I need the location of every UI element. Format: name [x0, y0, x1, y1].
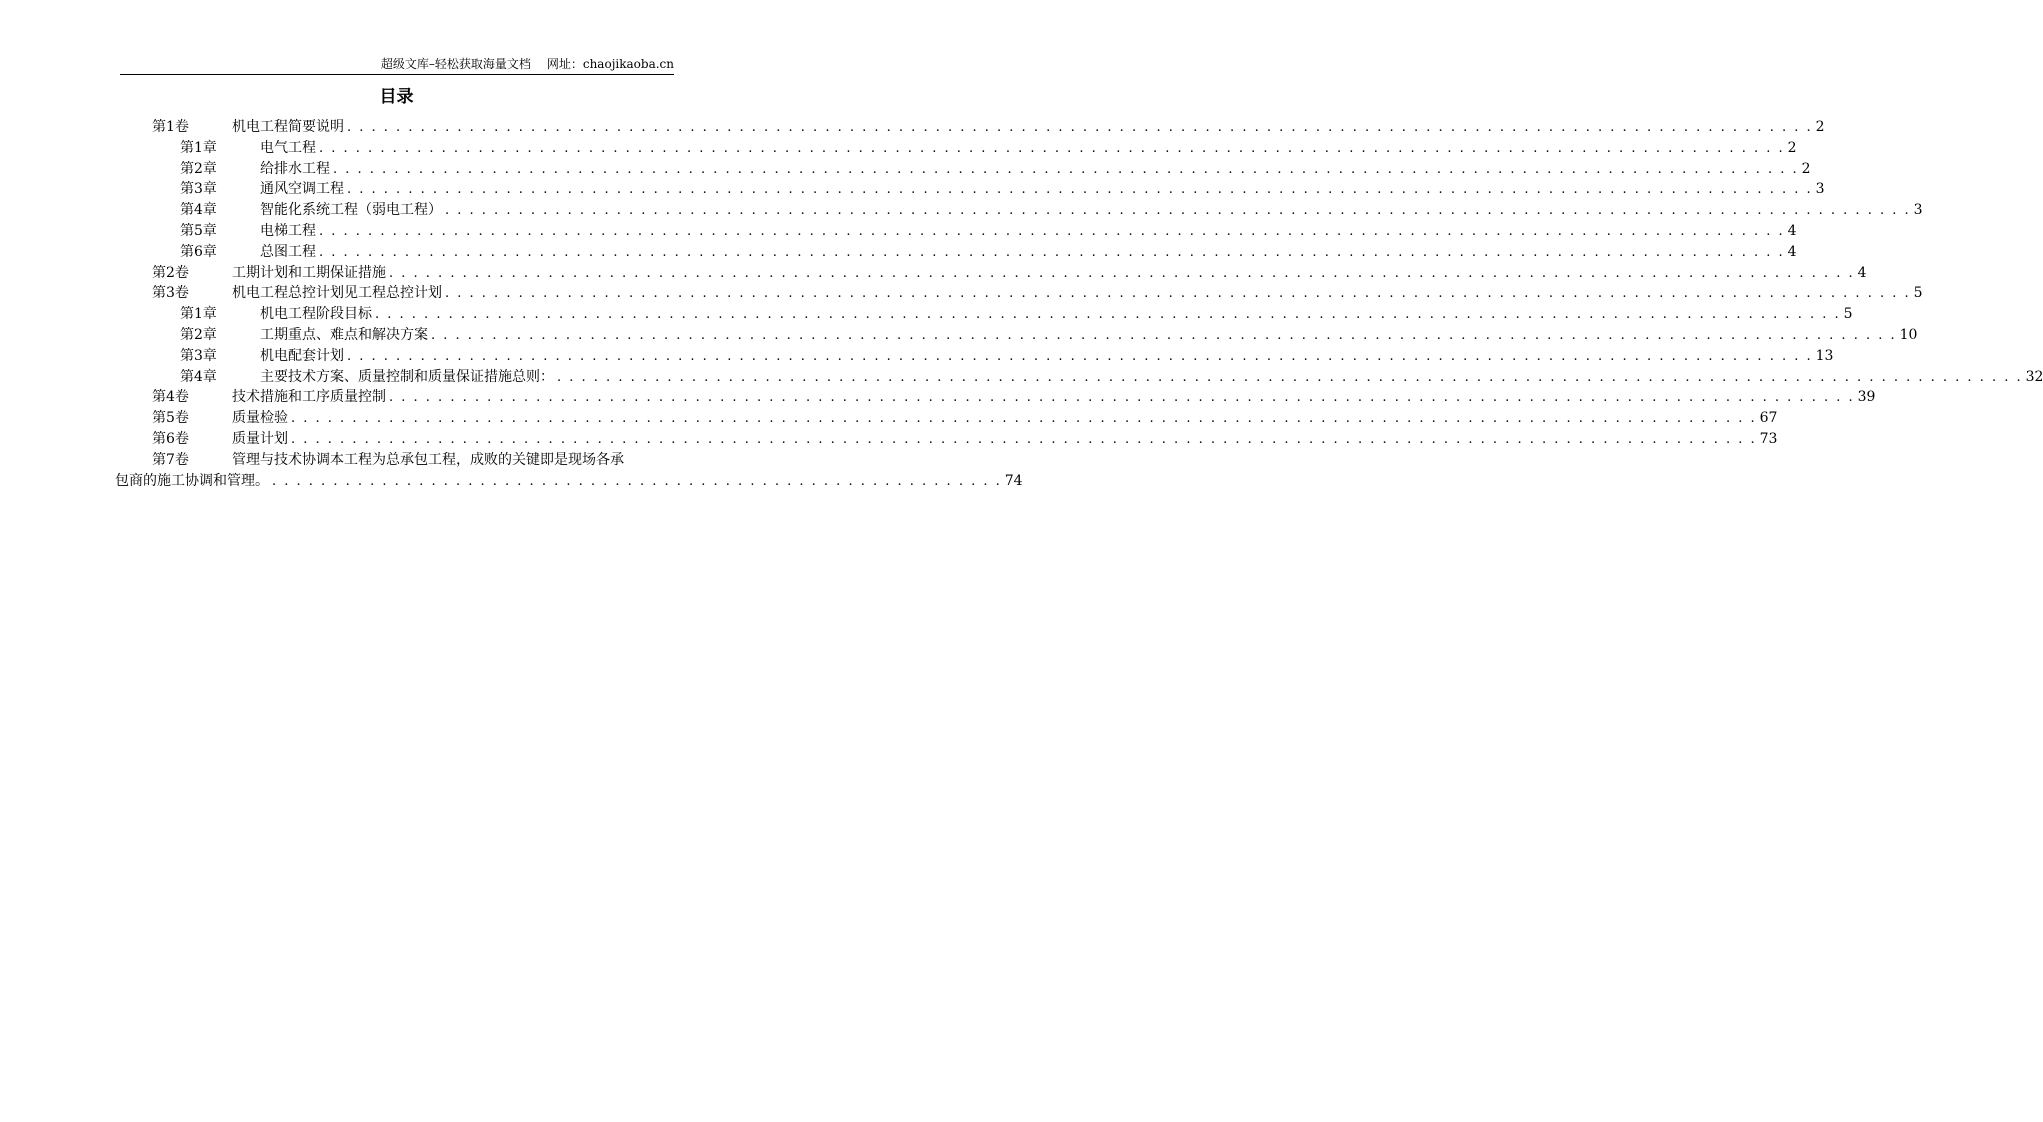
toc-entry-number: 第2卷: [152, 264, 189, 281]
toc-entry-line: [260, 179, 1825, 201]
toc-leader-dots: . . . . . . . . . . . . . . . . . . . . . . . . . . . . . . . . . . . . . . . . . . . . . . . . . . . . . . . . . . . . . . . . . . . . . . . . . . . . . . . . . . . . . . . . . . . . . . . . . . . . . . . . . . . . . . . . . . . . . . . .: [347, 182, 1813, 198]
toc-entry-line: [260, 221, 1797, 243]
toc-entry-page: 32: [2025, 368, 2043, 385]
toc-entry[interactable]: [120, 325, 1918, 346]
toc-entry-number: 第4章: [180, 368, 217, 385]
toc-leader-dots: . . . . . . . . . . . . . . . . . . . . . . . . . . . . . . . . . . . . . . . . . . . . . . . . . . . . . . . . . . . . . . . . . . . . . . . . . . . . . . . . . . . . . . . . . . . . . . . . . . . . . . . . . . . . . . . . . . . . . . . .: [347, 348, 1813, 364]
toc-leader-dots: . . . . . . . . . . . . . . . . . . . . . . . . . . . . . . . . . . . . . . . . . . . . . . . . . . . . . . . . . . . . . . . . . . . . . . . . . . . . . . . . . . . . . . . . . . . . . . . . . . . . . . . . . . . . . . . . . . . . . . . .: [319, 140, 1785, 156]
toc-entry[interactable]: [120, 429, 1778, 450]
toc-entry-line: [260, 242, 1797, 264]
toc-entry-page: 4: [1787, 222, 1797, 239]
toc-entry-label: 机电工程简要说明: [232, 119, 344, 135]
toc-entry-label: 智能化系统工程（弱电工程）: [260, 202, 442, 219]
toc-leader-dots: . . . . . . . . . . . . . . . . . . . . . . . . . . . . . . . . . . . . . . . . . . . . . . . . . . . . . . . . . . . .: [272, 473, 1002, 489]
toc-entry-label: 电气工程: [260, 139, 316, 156]
toc-entry-number: 第3章: [180, 347, 217, 364]
toc-leader-dots: . . . . . . . . . . . . . . . . . . . . . . . . . . . . . . . . . . . . . . . . . . . . . . . . . . . . . . . . . . . . . . . . . . . . . . . . . . . . . . . . . . . . . . . . . . . . . . . . . . . . . . . . . . . . . . . . . . . . . . . .: [445, 286, 1911, 302]
toc-leader-dots: . . . . . . . . . . . . . . . . . . . . . . . . . . . . . . . . . . . . . . . . . . . . . . . . . . . . . . . . . . . . . . . . . . . . . . . . . . . . . . . . . . . . . . . . . . . . . . . . . . . . . . . . . . . . . . . . . . . . . . . .: [557, 369, 2023, 385]
toc-entry-label-line2: 包商的施工协调和管理。: [115, 472, 269, 489]
toc-entry-number: 第2章: [180, 326, 217, 343]
toc-leader-dots: . . . . . . . . . . . . . . . . . . . . . . . . . . . . . . . . . . . . . . . . . . . . . . . . . . . . . . . . . . . . . . . . . . . . . . . . . . . . . . . . . . . . . . . . . . . . . . . . . . . . . . . . . . . . . . . . . . . . . . . .: [389, 265, 1855, 281]
toc-entry-label: 电梯工程: [260, 222, 316, 239]
toc-entry[interactable]: [120, 387, 1876, 408]
toc-entry-page: 2: [1815, 119, 1825, 135]
toc-leader-dots: . . . . . . . . . . . . . . . . . . . . . . . . . . . . . . . . . . . . . . . . . . . . . . . . . . . . . . . . . . . . . . . . . . . . . . . . . . . . . . . . . . . . . . . . . . . . . . . . . . . . . . . . . . . . . . . . . . . . . . . .: [389, 390, 1855, 406]
toc-entry-label: 技术措施和工序质量控制: [232, 389, 386, 406]
toc-entry-page: 2: [1787, 139, 1797, 156]
toc-entry-label: 机电工程总控计划见工程总控计划: [232, 285, 442, 302]
toc-entry-line: [260, 367, 2043, 389]
page-header: [120, 56, 674, 75]
toc-entry-number: 第1章: [180, 306, 217, 323]
toc-entry-page: 67: [1759, 410, 1778, 427]
toc-entry-label: 通风空调工程: [260, 181, 344, 198]
toc-entry-page: 39: [1857, 389, 1876, 406]
toc-entry-page: 4: [1857, 264, 1867, 281]
toc-entry-line: [232, 408, 1778, 430]
toc-entry[interactable]: [120, 200, 1923, 221]
toc-entry-page: 13: [1815, 347, 1834, 364]
toc-leader-dots: . . . . . . . . . . . . . . . . . . . . . . . . . . . . . . . . . . . . . . . . . . . . . . . . . . . . . . . . . . . . . . . . . . . . . . . . . . . . . . . . . . . . . . . . . . . . . . . . . . . . . . . . . . . . . . . . . . . . . . . .: [445, 203, 1911, 219]
toc-entry-label: 质量计划: [232, 430, 288, 447]
toc-entry-number: 第5章: [180, 222, 217, 239]
toc-entry-label: 总图工程: [260, 243, 316, 260]
toc-entry[interactable]: [120, 242, 1797, 263]
toc-entry-page: 73: [1759, 430, 1778, 447]
toc-entry-page: 74: [1004, 472, 1023, 489]
toc-entry[interactable]: [120, 179, 1825, 200]
toc-entry[interactable]: [120, 346, 1834, 367]
toc-entry-line: [232, 387, 1876, 409]
toc-entry-label: 给排水工程: [260, 160, 330, 177]
toc-entry-page: 3: [1815, 181, 1825, 198]
toc-entry-line: [232, 429, 1778, 451]
toc-leader-dots: . . . . . . . . . . . . . . . . . . . . . . . . . . . . . . . . . . . . . . . . . . . . . . . . . . . . . . . . . . . . . . . . . . . . . . . . . . . . . . . . . . . . . . . . . . . . . . . . . . . . . . . . . . . . . . . . . . . . . . . .: [333, 161, 1799, 177]
toc-entry-line: [232, 263, 1867, 285]
toc-leader-dots: . . . . . . . . . . . . . . . . . . . . . . . . . . . . . . . . . . . . . . . . . . . . . . . . . . . . . . . . . . . . . . . . . . . . . . . . . . . . . . . . . . . . . . . . . . . . . . . . . . . . . . . . . . . . . . . . . . . . . . . .: [291, 411, 1757, 427]
toc-entry-line: [260, 304, 1853, 326]
toc-entry-number: 第3卷: [152, 285, 189, 302]
toc-entry-page: 4: [1787, 243, 1797, 260]
toc-entry[interactable]: [120, 263, 1867, 284]
toc-entry-label: 机电配套计划: [260, 347, 344, 364]
toc-leader-dots: . . . . . . . . . . . . . . . . . . . . . . . . . . . . . . . . . . . . . . . . . . . . . . . . . . . . . . . . . . . . . . . . . . . . . . . . . . . . . . . . . . . . . . . . . . . . . . . . . . . . . . . . . . . . . . . . . . . . . . . .: [375, 307, 1841, 323]
toc-title: 目录: [379, 87, 414, 107]
toc-entry-number: 第4章: [180, 202, 217, 219]
toc-entry-page: 5: [1843, 306, 1853, 323]
toc-entry-line: [260, 325, 1918, 347]
toc-leader-dots: . . . . . . . . . . . . . . . . . . . . . . . . . . . . . . . . . . . . . . . . . . . . . . . . . . . . . . . . . . . . . . . . . . . . . . . . . . . . . . . . . . . . . . . . . . . . . . . . . . . . . . . . . . . . . . . . . . . . . . . .: [291, 431, 1757, 447]
toc-entry-page: 10: [1899, 326, 1918, 343]
toc-entry-volume-7[interactable]: [115, 450, 1023, 492]
toc-entry-label-line1: 管理与技术协调本工程为总承包工程，成败的关键即是现场各承: [232, 451, 624, 468]
toc-entry-line: [260, 159, 1811, 181]
toc-entry[interactable]: [120, 138, 1797, 159]
toc-leader-dots: . . . . . . . . . . . . . . . . . . . . . . . . . . . . . . . . . . . . . . . . . . . . . . . . . . . . . . . . . . . . . . . . . . . . . . . . . . . . . . . . . . . . . . . . . . . . . . . . . . . . . . . . . . . . . . . . . . . . . . . .: [319, 244, 1785, 260]
header-url: 网址：chaojikaoba.cn: [546, 57, 674, 71]
toc-entry-number: 第7卷: [152, 451, 189, 468]
toc-entry[interactable]: [120, 159, 1811, 180]
toc-entry-line: [232, 117, 1825, 139]
toc-entry-number: 第1章: [180, 139, 217, 156]
toc-entry-number: 第3章: [180, 181, 217, 198]
toc-entry-line: [260, 200, 1923, 222]
toc-entry-label: 主要技术方案、质量控制和质量保证措施总则：: [260, 368, 554, 385]
toc-entry-label: 质量检验: [232, 410, 288, 427]
toc-entry[interactable]: [120, 221, 1797, 242]
toc-leader-dots: . . . . . . . . . . . . . . . . . . . . . . . . . . . . . . . . . . . . . . . . . . . . . . . . . . . . . . . . . . . . . . . . . . . . . . . . . . . . . . . . . . . . . . . . . . . . . . . . . . . . . . . . . . . . . . . . . . . . . . . .: [319, 223, 1785, 239]
toc-entry-line: [232, 283, 1923, 305]
toc-entry-page: 5: [1913, 285, 1923, 302]
toc-entry-line: [260, 138, 1797, 160]
toc-leader-dots: . . . . . . . . . . . . . . . . . . . . . . . . . . . . . . . . . . . . . . . . . . . . . . . . . . . . . . . . . . . . . . . . . . . . . . . . . . . . . . . . . . . . . . . . . . . . . . . . . . . . . . . . . . . . . . . . . . . . . . . .: [347, 120, 1813, 135]
toc-entry-number: 第6章: [180, 243, 217, 260]
toc-entry-line2: [115, 471, 1023, 493]
toc-entry[interactable]: [120, 304, 1853, 325]
toc-entry-number: 第1卷: [152, 119, 189, 135]
toc-entry-label: 机电工程阶段目标: [260, 306, 372, 323]
toc-leader-dots: . . . . . . . . . . . . . . . . . . . . . . . . . . . . . . . . . . . . . . . . . . . . . . . . . . . . . . . . . . . . . . . . . . . . . . . . . . . . . . . . . . . . . . . . . . . . . . . . . . . . . . . . . . . . . . . . . . . . . . . .: [431, 327, 1897, 343]
toc-entry[interactable]: [120, 117, 1825, 138]
toc-entry[interactable]: [120, 283, 1923, 304]
toc-entry-number: 第5卷: [152, 410, 189, 427]
toc-entry-line: [260, 346, 1834, 368]
toc-entry-number: 第2章: [180, 160, 217, 177]
toc-entry-number: 第6卷: [152, 430, 189, 447]
toc-entry-label: 工期重点、难点和解决方案: [260, 326, 428, 343]
table-of-contents: [115, 117, 2043, 491]
toc-entry-page: 3: [1913, 202, 1923, 219]
toc-entry-label: 工期计划和工期保证措施: [232, 264, 386, 281]
toc-entry-page: 2: [1801, 160, 1811, 177]
toc-entry[interactable]: [120, 408, 1778, 429]
toc-entry-number: 第4卷: [152, 389, 189, 406]
header-site-name: 超级文库–轻松获取海量文档: [380, 57, 531, 71]
toc-entry[interactable]: [120, 367, 2043, 388]
